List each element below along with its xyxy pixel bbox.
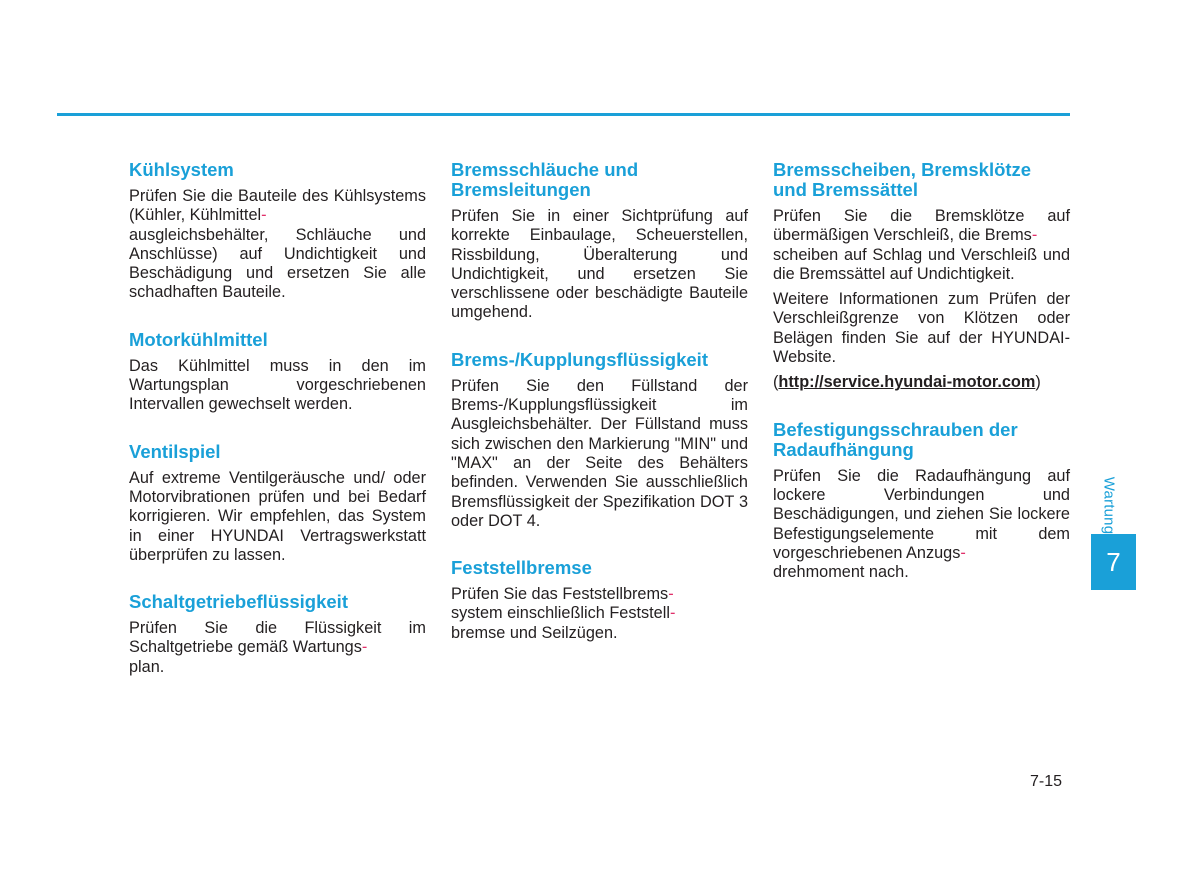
section-feststellbremse — [451, 558, 748, 643]
section-heading: Ventilspiel — [129, 440, 221, 462]
section-kuehlsystem — [129, 160, 426, 303]
section-heading: Feststellbremse — [451, 557, 592, 579]
section-heading: Bremsschläuche und Bremsleitungen — [451, 159, 639, 200]
section-paragraph: Das Kühlmittel muss in den im Wartungsplan vorgeschriebenen Intervallen gewechselt werden. — [129, 356, 426, 414]
section-radaufhaengung — [773, 420, 1070, 583]
column-2 — [451, 160, 748, 643]
section-ventilspiel — [129, 442, 426, 565]
section-paragraph: Prüfen Sie in einer Sichtprüfung auf korrekte Einbaulage, Scheuerstellen, Rissbildung, Überalterung und Undichtigkeit, und ersetzen Sie verschlissene oder beschädigte Bauteile umgehend. — [451, 207, 748, 322]
section-paragraph: Weitere Informationen zum Prüfen der Verschleißgrenze von Klötzen oder Belägen finden Sie auf der HYUNDAI-Website. — [773, 290, 1070, 367]
section-bremsscheiben — [773, 160, 1070, 393]
section-brems-kupplungsfluessigkeit — [451, 350, 748, 531]
section-paragraph: Prüfen Sie den Füllstand der Brems-/Kupplungsflüssigkeit im Ausgleichsbehälter. Der Füllstand muss sich zwischen den Markierung "MIN" und "MAX" an der Seite des Behälters befinden. Verwenden Sie ausschließlich Bremsflüssigkeit der Spezifikation DOT 3 oder DOT 4. — [451, 376, 748, 530]
section-heading: Kühlsystem — [129, 159, 234, 180]
hyundai-service-link[interactable]: http://service.hyundai-motor.com — [778, 373, 1036, 392]
section-bremsschlaeuche — [451, 160, 748, 323]
header-rule — [57, 113, 1070, 116]
section-paragraph: Prüfen Sie das Feststellbrems- system einschließlich Feststell- bremse und Seilzügen. — [451, 585, 676, 642]
section-paragraph: Prüfen Sie die Bauteile des Kühlsystems (Kühler, Kühlmittel- ausgleichsbehälter, Schläuche und Anschlüsse) auf Undichtigkeit und Beschädigung und ersetzen Sie alle schadhaften Bauteile. — [129, 187, 426, 302]
chapter-number-tab: 7 — [1091, 534, 1136, 590]
section-heading: Brems-/Kupplungsflüssigkeit — [451, 348, 708, 370]
section-paragraph: Prüfen Sie die Bremsklötze auf übermäßigen Verschleiß, die Brems- scheiben auf Schlag und Verschleiß und die Bremssättel auf Undichtigkeit. — [773, 207, 1070, 283]
column-3 — [773, 160, 1070, 582]
website-link-line: (http://service.hyundai-motor.com) — [773, 373, 1041, 392]
section-heading: Motorkühlmittel — [129, 328, 268, 350]
column-1 — [129, 160, 426, 677]
section-heading: Bremsscheiben, Bremsklötze und Bremssättel — [773, 159, 1032, 200]
section-schaltgetriebefluessigkeit — [129, 592, 426, 677]
chapter-side-label: Wartung — [1100, 476, 1118, 534]
section-paragraph: Auf extreme Ventilgeräusche und/ oder Motorvibrationen prüfen und bei Bedarf korrigieren. Wir empfehlen, das System in einer HYUNDAI Vertragswerkstatt überprüfen zu lassen. — [129, 468, 426, 564]
section-heading: Befestigungsschrauben der Radaufhängung — [773, 418, 1018, 460]
section-motorkuehlmittel — [129, 330, 426, 415]
section-paragraph: Prüfen Sie die Flüssigkeit im Schaltgetriebe gemäß Wartungs- plan. — [129, 619, 426, 676]
section-heading: Schaltgetriebeflüssigkeit — [129, 591, 348, 613]
section-paragraph: Prüfen Sie die Radaufhängung auf lockere Verbindungen und Beschädigungen, und ziehen Sie lockere Befestigungselemente mit dem vorgeschriebenen Anzugs- drehmoment nach. — [773, 466, 1070, 582]
page-number: 7-15 — [1030, 773, 1063, 790]
